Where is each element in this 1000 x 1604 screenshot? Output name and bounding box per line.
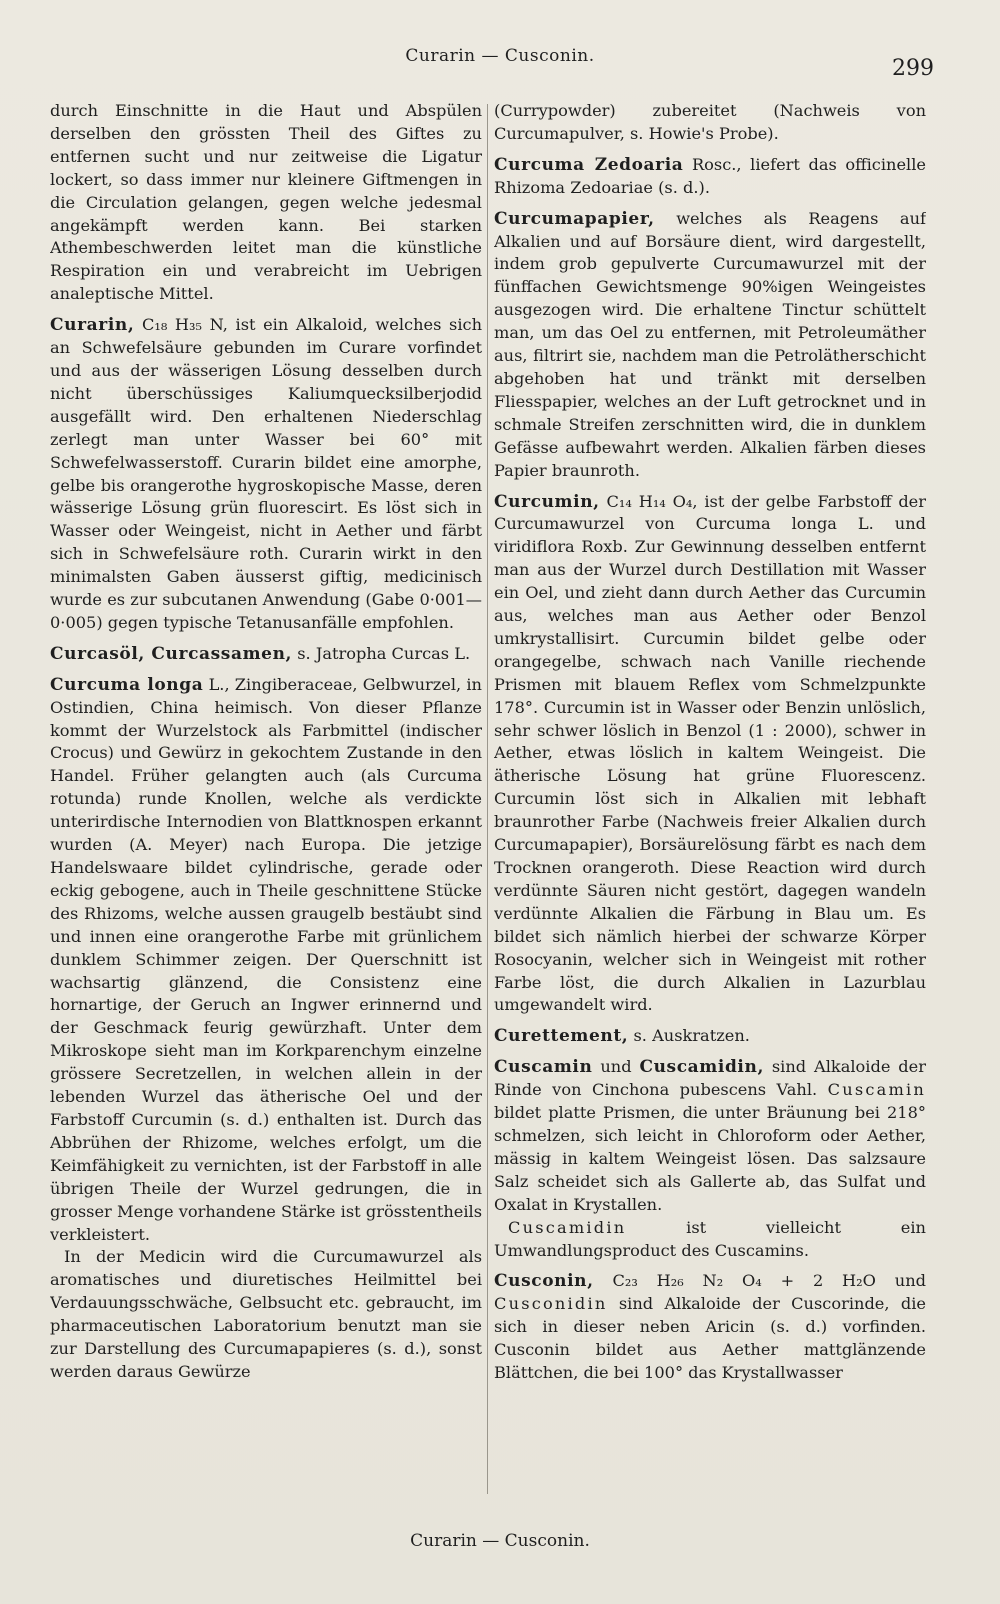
conjunction: und — [894, 1271, 926, 1291]
entry-text: In der Medicin wird die Curcumawurzel als aromatisches und diuretisches Heilmittel bei Verdauungsschwäche, Gelbsucht etc. gebraucht, im pharmaceutischen Laboratorium benutzt man sie zur Darstellung des Curcumapapieres (s. d.), sonst werden daraus Gewürze — [50, 1247, 482, 1381]
headword: Curcuma Zedoaria — [494, 154, 684, 175]
entry-cuscamidin — [494, 1217, 926, 1263]
entry-text: sind Alkaloide der Cuscorinde, die sich in dieser neben Aricin (s. d.) vorfinden. Cusconin bildet aus Aether mattglänzende Blättchen, die bei 100° das Krystallwasser — [494, 1294, 926, 1383]
paragraph-text: durch Einschnitte in die Haut und Abspülen derselben den grössten Theil des Giftes zu entfernen sucht und nur zeitweise die Ligatur lockert, so dass immer nur kleinere Giftmengen in die Circulation gelangen, gegen welche jedesmal angekämpft werden kann. Bei starken Athembeschwerden leitet man die künstliche Respiration ein und verabreicht im Uebrigen analeptische Mittel. — [50, 101, 482, 304]
entry-text: welches als Reagens auf Alkalien und auf Borsäure dient, wird dargestellt, indem grob gepulverte Curcumawurzel mit der fünffachen Gewichtsmenge 90%igen Weingeistes ausgezogen wird. Die erhaltene Tinctur schüttelt man, um das Oel zu entfernen, mit Petroleumäther aus, filtrirt sie, nachdem man die Petrolätherschicht abgehoben hat und tränkt mit derselben Fliesspapier, welches an der Luft getrocknet und in schmale Streifen zerschnitten wird, die in dunklem Gefässe aufbewahrt werden. Alkalien färben dieses Papier braunroth. — [494, 208, 926, 480]
entry-curcasoel — [50, 643, 482, 666]
chemical-formula: C₂₃ H₂₆ N₂ O₄ + 2 H₂O — [612, 1271, 876, 1291]
entry-curcuma-zedoaria — [494, 154, 926, 200]
headword: Curcumin, — [494, 491, 600, 512]
entry-text: ist ein Alkaloid, welches sich an Schwefelsäure gebunden im Curare vorfindet und aus der wässerigen Lösung desselben durch nicht überschüssiges Kaliumquecksilberjodid ausgefällt wird. Den erhaltenen Niederschlag zerlegt man unter Wasser bei 60° mit Schwefelwasserstoff. Curarin bildet eine amorphe, gelbe bis orangerothe hygroskopische Masse, deren wässerige Lösung grün fluorescirt. Es löst sich in Wasser oder Weingeist, nicht in Aether und färbt sich in Schwefelsäure roth. Curarin wirkt in den minimalsten Gaben äusserst giftig, medicinisch wurde es zur subcutanen Anwendung (Gabe 0·001—0·005) gegen typische Tetanusanfälle empfohlen. — [50, 315, 482, 632]
entry-text: s. Jatropha Curcas L. — [297, 643, 471, 663]
headword: Curettement, — [494, 1026, 629, 1047]
headword: Curarin, — [50, 315, 135, 336]
entry-curarin — [50, 314, 482, 635]
spaced-term: Cuscamin — [827, 1080, 926, 1100]
headword: Cusconin, — [494, 1271, 594, 1292]
entry-cuscamin — [494, 1056, 926, 1216]
entry-curettement — [494, 1025, 926, 1048]
entry-text: bildet platte Prismen, die unter Bräunung bei 218° schmelzen, sich leicht in Chloroform oder Aether, mässig in kaltem Weingeist lösen. Das salzsaure Salz scheidet sich als Gallerte ab, das Sulfat und Oxalat in Krystallen. — [494, 1103, 926, 1214]
spaced-term: Cusconidin — [494, 1294, 608, 1314]
paragraph-continuation — [494, 100, 926, 146]
headword: Curcumapapier, — [494, 208, 655, 229]
entry-text: s. Auskratzen. — [633, 1026, 750, 1046]
headword: Curcuma longa — [50, 674, 204, 695]
running-head: Curarin — Cusconin. — [405, 46, 595, 66]
chemical-formula: C₁₄ H₁₄ O₄, — [606, 491, 698, 511]
entry-text: ist vielleicht ein Umwandlungsproduct des Cuscamins. — [494, 1217, 926, 1260]
page-number: 299 — [892, 56, 934, 81]
right-column — [494, 100, 926, 1500]
entry-text: L., Zingiberaceae, Gelbwurzel, in Ostindien, China heimisch. Von dieser Pflanze kommt der Wurzelstock als Farbmittel (indischer Crocus) und Gewürz in gekochtem Zustande in den Handel. Früher gelangten auch (als Curcuma rotunda) runde Knollen, welche als verdickte unterirdische Internodien von Blattknospen erkannt wurden (A. Meyer) nach Europa. Die jetzige Handelswaare bildet cylindrische, gerade oder eckig gebogene, auch in Theile geschnittene Stücke des Rhizoms, welche aussen graugelb bestäubt sind und innen eine orangerothe Farbe mit grünlichem dunklem Schimmer zeigen. Der Querschnitt ist wachsartig glänzend, die Consistenz eine hornartige, der Geruch an Ingwer erinnernd und der Geschmack feurig gewürzhaft. Unter dem Mikroskope sieht man im Korkparenchym einzelne grössere Secretzellen, in welchen allein in der lebenden Wurzel das ätherische Oel und der Farbstoff Curcumin (s. d.) enthalten ist. Durch das Abbrühen der Rhizome, welches erfolgt, um die Keimfähigkeit zu vernichten, ist der Farbstoff in alle übrigen Theile der Wurzel gedrungen, die in grosser Menge vorhandene Stärke ist grösstentheils verkleistert. — [50, 674, 482, 1244]
page-footer: Curarin — Cusconin. — [410, 1531, 590, 1551]
entry-cusconin — [494, 1270, 926, 1385]
entry-curcumapapier — [494, 208, 926, 483]
entry-curcumin — [494, 491, 926, 1018]
headword: Curcasöl, Curcassamen, — [50, 643, 293, 664]
spaced-term: Cuscamidin — [508, 1217, 627, 1237]
conjunction: und — [600, 1057, 632, 1077]
column-divider — [487, 104, 488, 1494]
paragraph-continuation — [50, 100, 482, 306]
left-column — [50, 100, 482, 1500]
headword: Cuscamin — [494, 1057, 593, 1078]
entry-text: sind Alkaloide der Rinde von Cinchona pubescens Vahl. — [494, 1057, 926, 1100]
paragraph-text: (Currypowder) zubereitet (Nachweis von Curcumapulver, s. Howie's Probe). — [494, 101, 926, 143]
text-columns — [50, 100, 932, 1500]
entry-text: Rosc., liefert das officinelle Rhizoma Zedoariae (s. d.). — [494, 154, 926, 197]
entry-text: ist der gelbe Farbstoff der Curcumawurzel von Curcuma longa L. und viridiflora Roxb. Zur Gewinnung desselben entfernt man aus der Wurzel durch Destillation mit Wasser ein Oel, und zieht dann durch Aether das Curcumin aus, welches man aus Aether oder Benzol umkrystallisirt. Curcumin bildet gelbe oder orangegelbe, schwach nach Vanille riechende Prismen mit blauem Reflex vom Schmelzpunkte 178°. Curcumin ist in Wasser oder Benzin unlöslich, sehr schwer löslich in Benzol (1 : 2000), schwer in Aether, etwas löslich in kaltem Weingeist. Die ätherische Lösung hat grüne Fluorescenz. Curcumin löst sich in Alkalien mit lebhaft braunrother Farbe (Nachweis freier Alkalien durch Curcumapapier), Borsäurelösung färbt es nach dem Trocknen orangeroth. Diese Reaction wird durch verdünnte Säuren nicht gestört, dagegen wandeln verdünnte Alkalien die Färbung in Blau um. Es bildet sich nämlich hierbei der schwarze Körper Rosocyanin, welcher sich in Weingeist mit rother Farbe löst, die durch Alkalien in Lazurblau umgewandelt wird. — [494, 491, 926, 1015]
entry-curcuma-longa — [50, 674, 482, 1247]
headword: Cuscamidin, — [639, 1057, 764, 1078]
entry-curcuma-longa-continued — [50, 1246, 482, 1383]
chemical-formula: C₁₈ H₃₅ N, — [141, 315, 228, 335]
